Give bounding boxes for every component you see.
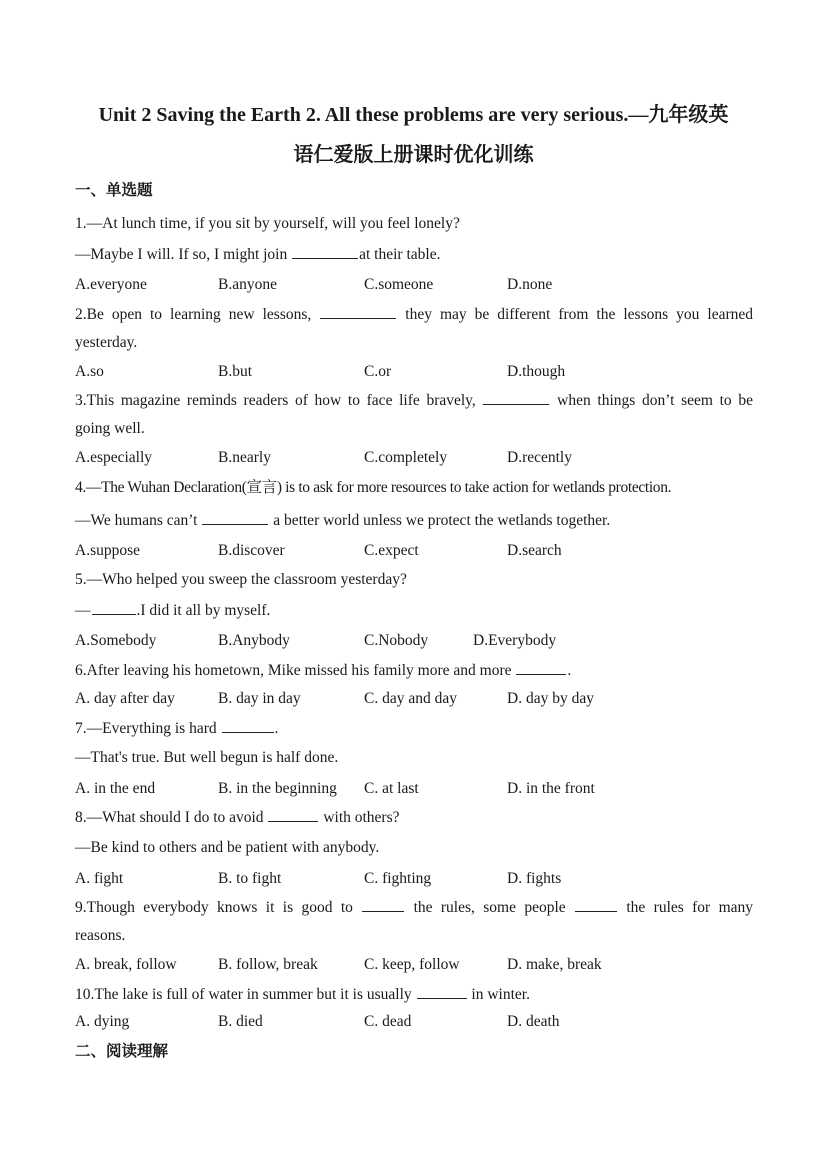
option-a: A.Somebody (75, 632, 157, 649)
question-6-line-1 (75, 660, 571, 681)
document-title-line-2: 语仁爱版上册课时优化训练 (293, 144, 534, 166)
question-9-options (75, 955, 765, 975)
question-3-text-a: 3.This magazine reminds readers of how to face life bravely, (75, 392, 483, 409)
answer-blank (292, 244, 358, 259)
question-9-text-a: 9.Though everybody knows it is good to (75, 899, 362, 916)
option-c: C.Nobody (364, 632, 429, 649)
option-d: D.recently (507, 449, 572, 466)
option-b: B. to fight (218, 870, 282, 887)
option-b: B.Anybody (218, 632, 290, 649)
question-3-line-1 (75, 390, 753, 411)
option-d: D.none (507, 276, 553, 293)
option-c: C. keep, follow (364, 956, 460, 973)
option-c: C.someone (364, 276, 434, 293)
option-d: D. in the front (507, 780, 595, 797)
question-8-options (75, 869, 765, 889)
option-c: C. fighting (364, 870, 432, 887)
question-5-line-1: 5.—Who helped you sweep the classroom yesterday? (75, 571, 407, 588)
question-10-text-a: 10.The lake is full of water in summer but it is usually (75, 986, 416, 1003)
answer-blank (202, 510, 268, 525)
answer-blank (575, 897, 617, 912)
question-5-text-b: .I did it all by myself. (136, 602, 271, 619)
question-4-options (75, 541, 765, 561)
option-d: D. make, break (507, 956, 602, 973)
question-3-line-2: going well. (75, 420, 145, 437)
question-9-line-2: reasons. (75, 927, 126, 944)
answer-blank (362, 897, 404, 912)
question-4-line-1: 4.—The Wuhan Declaration(宣言) is to ask for more resources to take action for wetlands protection. (75, 479, 672, 496)
question-2-options (75, 362, 765, 382)
answer-blank (222, 718, 274, 733)
option-b: B. follow, break (218, 956, 318, 973)
question-2-line-1 (75, 304, 753, 325)
question-7-text-b: . (274, 720, 279, 737)
question-7-options (75, 779, 765, 799)
answer-blank (417, 984, 467, 999)
question-1-options (75, 275, 765, 295)
section-heading-reading: 二、阅读理解 (75, 1043, 169, 1060)
option-c: C. dead (364, 1013, 412, 1030)
option-a: A.everyone (75, 276, 147, 293)
option-c: C.completely (364, 449, 448, 466)
question-8-text-b: with others? (319, 809, 400, 826)
answer-blank (92, 600, 136, 615)
question-1-text-a: —Maybe I will. If so, I might join (75, 246, 292, 263)
option-c: C.or (364, 363, 392, 380)
option-b: B.nearly (218, 449, 271, 466)
option-d: D.Everybody (473, 632, 557, 649)
option-c: C. day and day (364, 690, 457, 707)
option-b: B. in the beginning (218, 780, 337, 797)
question-10-options (75, 1012, 765, 1032)
question-5-options (75, 631, 765, 651)
option-a: A. day after day (75, 690, 175, 707)
question-7-line-1 (75, 718, 278, 739)
option-c: C.expect (364, 542, 419, 559)
question-7-text-a: 7.—Everything is hard (75, 720, 221, 737)
question-8-text-a: 8.—What should I do to avoid (75, 809, 268, 826)
question-4-text-a: —We humans can’t (75, 512, 202, 529)
question-2-text-a: 2.Be open to learning new lessons, (75, 306, 320, 323)
question-10-line-1 (75, 984, 530, 1005)
question-3-options (75, 448, 765, 468)
option-a: A.suppose (75, 542, 141, 559)
question-4-line-2 (75, 510, 610, 531)
question-1-line-1: 1.—At lunch time, if you sit by yourself, will you feel lonely? (75, 215, 460, 232)
option-a: A. fight (75, 870, 124, 887)
option-a: A.so (75, 363, 104, 380)
option-d: D.search (507, 542, 562, 559)
question-9-line-1 (75, 897, 753, 918)
option-b: B. died (218, 1013, 263, 1030)
option-b: B.discover (218, 542, 285, 559)
question-9-text-c: the rules for many (618, 899, 754, 916)
question-1-line-2 (75, 244, 440, 265)
question-6-options (75, 689, 765, 709)
question-4-text-b: a better world unless we protect the wetlands together. (269, 512, 611, 529)
option-c: C. at last (364, 780, 419, 797)
section-heading-single-choice: 一、单选题 (75, 182, 153, 199)
question-8-line-2: —Be kind to others and be patient with anybody. (75, 839, 380, 856)
answer-blank (483, 390, 549, 405)
option-d: D. fights (507, 870, 562, 887)
question-3-text-b: when things don’t seem to be (550, 392, 753, 409)
question-10-text-b: in winter. (467, 986, 530, 1003)
option-d: D.though (507, 363, 566, 380)
option-b: B.anyone (218, 276, 277, 293)
option-b: B. day in day (218, 690, 301, 707)
answer-blank (320, 304, 396, 319)
option-b: B.but (218, 363, 253, 380)
question-2-text-b: they may be different from the lessons you learned (397, 306, 753, 323)
option-d: D. death (507, 1013, 560, 1030)
question-7-line-2: —That's true. But well begun is half done. (75, 749, 339, 766)
question-5-text-a: — (75, 602, 91, 619)
option-a: A.especially (75, 449, 153, 466)
option-d: D. day by day (507, 690, 594, 707)
answer-blank (268, 807, 318, 822)
question-9-text-b: the rules, some people (405, 899, 575, 916)
question-2-line-2: yesterday. (75, 334, 138, 351)
answer-blank (516, 660, 566, 675)
question-6-text-b: . (567, 662, 572, 679)
question-1-text-b: at their table. (359, 246, 441, 263)
question-6-text-a: 6.After leaving his hometown, Mike missed his family more and more (75, 662, 516, 679)
question-8-line-1 (75, 807, 400, 828)
option-a: A. break, follow (75, 956, 177, 973)
option-a: A. dying (75, 1013, 130, 1030)
option-a: A. in the end (75, 780, 156, 797)
question-5-line-2 (75, 600, 270, 621)
document-title-line-1: Unit 2 Saving the Earth 2. All these problems are very serious.—九年级英 (98, 104, 729, 126)
